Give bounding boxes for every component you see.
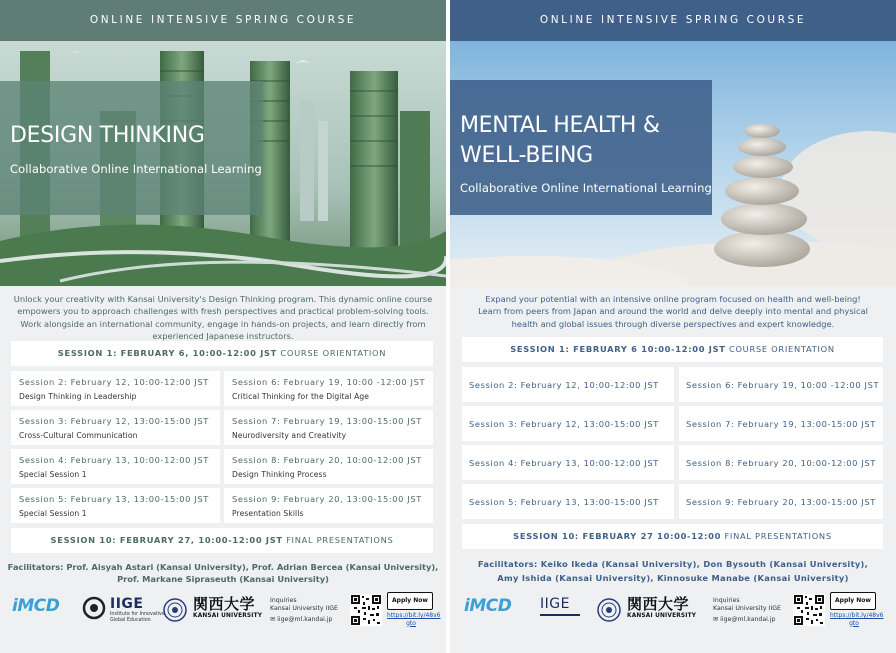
facilitators [0,561,446,585]
iige-sub-line-1: Institute for Innovative [110,612,165,617]
inquiries-email[interactable]: iige@ml.kandai.jp [277,616,333,623]
apply-now-block [387,592,441,627]
session-date: Session 4: February 13, 10:00-12:00 JST [19,455,209,465]
iige-mark-icon [82,596,106,620]
apply-link-line-2[interactable]: gto [849,619,859,627]
session-10-card [462,524,883,549]
session-card [224,488,433,523]
kansai-seal-icon [163,598,187,622]
session-card [462,445,674,480]
facilitators-line-2: Amy Ishida (Kansai University), Kinnosuke Manabe (Kansai University) [497,572,849,583]
course-type-header: ONLINE INTENSIVE SPRING COURSE [0,0,446,41]
course-title: DESIGN THINKING [10,123,205,148]
qr-code-icon[interactable] [793,594,825,626]
inquiries-label: Inquiries [713,597,740,604]
course-title-line-2: WELL-BEING [460,143,593,168]
session-1-date: SESSION 1: FEBRUARY 6 10:00-12:00 JST [510,344,726,354]
inquiries-block [713,597,781,624]
imcd-logo-text: iMCD [464,596,512,616]
session-card [224,371,433,406]
session-date: Session 3: February 12, 13:00-15:00 JST [469,419,659,429]
inquiries-email[interactable]: iige@ml.kandai.jp [720,616,776,623]
session-10-card [11,528,433,553]
session-card [11,488,220,523]
iige-logo [540,596,580,616]
session-card [224,410,433,445]
session-date: Session 8: February 20, 10:00-12:00 JST [686,458,876,468]
session-date: Session 7: February 19, 13:00-15:00 JST [232,416,422,426]
session-date: Session 2: February 12, 10:00-12:00 JST [469,380,659,390]
footer [0,588,446,632]
course-title-block [0,81,263,215]
session-topic: Cross-Cultural Communication [19,431,138,440]
session-1-topic: COURSE ORIENTATION [725,344,835,354]
session-10-date: SESSION 10: FEBRUARY 27 10:00-12:00 [513,531,722,541]
session-card [679,445,883,480]
session-card [224,449,433,484]
footer [450,588,896,632]
qr-code-icon[interactable] [350,594,382,626]
session-topic: Special Session 1 [19,509,87,518]
iige-logo-text: IIGE [110,596,144,612]
session-card [462,367,674,402]
session-topic: Design Thinking in Leadership [19,392,137,401]
mail-icon: ✉ [270,616,276,623]
session-1-topic: COURSE ORIENTATION [277,348,387,358]
course-title-block [450,80,712,215]
session-card [679,484,883,519]
course-intro: Unlock your creativity with Kansai University's Design Thinking program. This dynamic online course empowers you to approach challenges with fresh perspectives and practical problem-solving tools. Work alongside an international community, engage in hands-on projects, and learn directly from experienced Japanese instructors. [13,294,433,341]
facilitators-line-1: Facilitators: Prof. Aisyah Astari (Kansai University), Prof. Adrian Bercea (Kansai University), [7,562,439,572]
session-1-date: SESSION 1: FEBRUARY 6, 10:00-12:00 JST [57,348,278,358]
apply-link-line-1[interactable]: https://bit.ly/48v6 [830,612,884,619]
session-topic: Critical Thinking for the Digital Age [232,392,370,401]
session-card [11,449,220,484]
course-subtitle: Collaborative Online International Learning [460,181,712,195]
session-date: Session 5: February 13, 13:00-15:00 JST [19,494,209,504]
iige-underline [540,614,580,616]
course-title-line-1: MENTAL HEALTH & [460,113,660,138]
kansai-english: KANSAI UNIVERSITY [627,613,697,619]
session-date: Session 9: February 20, 13:00-15:00 JST [686,497,876,507]
session-date: Session 9: February 20, 13:00-15:00 JST [232,494,422,504]
facilitators-line-1: Facilitators: Keiko Ikeda (Kansai University), Don Bysouth (Kansai University), [477,559,869,569]
facilitators [450,558,896,585]
session-10-date: SESSION 10: FEBRUARY 27, 10:00-12:00 JST [50,535,283,545]
apply-link[interactable] [387,612,441,627]
session-topic: Special Session 1 [19,470,87,479]
imcd-logo [12,596,59,616]
apply-now-button[interactable]: Apply Now [387,592,433,610]
session-date: Session 8: February 20, 10:00-12:00 JST [232,455,422,465]
inquiries-org: Kansai University IIGE [270,605,338,612]
session-10-topic: FINAL PRESENTATIONS [721,531,832,541]
course-intro [450,293,896,330]
session-date: Session 4: February 13, 10:00-12:00 JST [469,458,659,468]
session-date: Session 3: February 12, 13:00-15:00 JST [19,416,209,426]
session-date: Session 6: February 19, 10:00 -12:00 JST [232,377,426,387]
course-subtitle: Collaborative Online International Learning [10,162,262,176]
session-card [11,410,220,445]
kansai-kanji: 関西大学 [193,595,256,613]
iige-logo-subtitle [110,612,165,623]
kansai-seal-icon [597,598,621,622]
session-date: Session 5: February 13, 13:00-15:00 JST [469,497,659,507]
session-1-card [462,337,883,362]
apply-now-block [830,592,884,627]
session-topic: Neurodiversity and Creativity [232,431,347,440]
apply-now-button[interactable]: Apply Now [830,592,876,610]
apply-link-line-1[interactable]: https://bit.ly/48v6 [387,612,441,619]
session-card [462,406,674,441]
session-card [679,406,883,441]
mental-health-flyer [450,0,896,653]
apply-link[interactable] [830,612,884,627]
facilitators-line-2: Prof. Markane Sipraseuth (Kansai University) [117,574,329,584]
session-date: Session 7: February 19, 13:00-15:00 JST [686,419,876,429]
session-date: Session 6: February 19, 10:00 -12:00 JST [686,380,880,390]
course-intro-line-1: Expand your potential with an intensive online program focused on health and well-being! [485,294,861,304]
course-intro-line-2: Learn from peers from Japan and around the world and delve deeply into mental and physical health and global issues through diverse perspectives and expert knowledge. [478,306,868,329]
session-card [11,371,220,406]
session-topic: Design Thinking Process [232,470,327,479]
course-type-header: ONLINE INTENSIVE SPRING COURSE [450,0,896,41]
iige-sub-line-2: Global Education [110,617,151,623]
session-card [462,484,674,519]
session-topic: Presentation Skills [232,509,304,518]
inquiries-block [270,597,338,624]
apply-link-line-2[interactable]: gto [406,619,416,627]
kansai-english: KANSAI UNIVERSITY [193,613,263,619]
kansai-kanji: 関西大学 [627,595,690,613]
imcd-logo-text: iMCD [12,596,60,616]
session-1-card [11,341,433,366]
inquiries-org: Kansai University IIGE [713,605,781,612]
course-title [460,111,712,171]
session-date: Session 2: February 12, 10:00-12:00 JST [19,377,209,387]
imcd-logo [464,596,511,616]
iige-logo-text: IIGE [540,596,570,612]
session-card [679,367,883,402]
session-10-topic: FINAL PRESENTATIONS [282,535,394,545]
design-thinking-flyer [0,0,446,653]
mail-icon: ✉ [713,616,719,623]
inquiries-label: Inquiries [270,597,297,604]
